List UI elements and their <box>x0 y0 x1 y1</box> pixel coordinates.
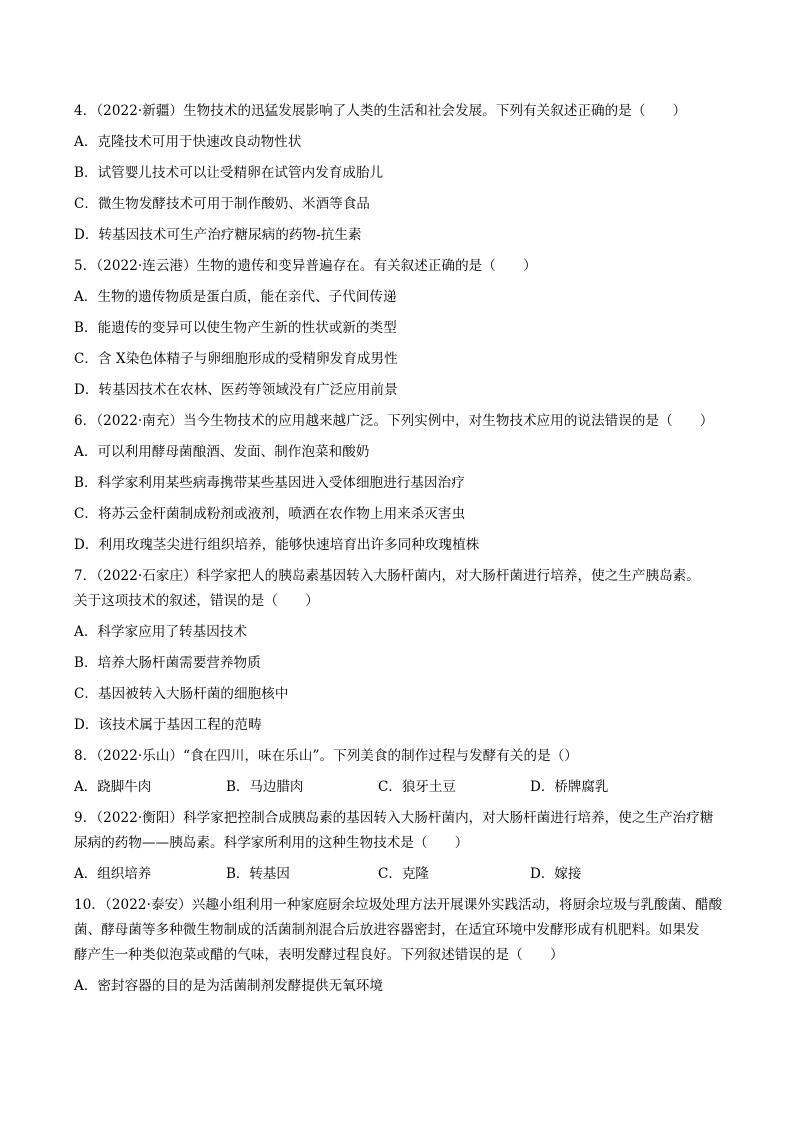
question-8-stem: 8．（2022·乐山）“食在四川，味在乐山”。下列美食的制作过程与发酵有关的是（） <box>74 748 578 764</box>
question-4-option-b: B．试管婴儿技术可以让受精卵在试管内发育成胎儿 <box>74 165 384 181</box>
question-8-option-b: B．马边腊肉 <box>226 779 304 795</box>
question-9-option-d: D．嫁接 <box>530 866 582 882</box>
question-5-stem: 5．（2022·连云港）生物的遗传和变异普遍存在。有关叙述正确的是（ ） <box>74 258 537 274</box>
question-6-option-c: C．将苏云金杆菌制成粉剂或液剂，喷洒在农作物上用来杀灭害虫 <box>74 506 466 522</box>
question-10-stem-line-2: 菌、酵母菌等多种微生物制成的活菌制剂混合后放进容器密封，在适宜环境中发酵形成有机肥料。如果发 <box>74 922 700 938</box>
question-10-stem-line-1: 10．（2022·泰安）兴趣小组利用一种家庭厨余垃圾处理方法开展课外实践活动，将厨余垃圾与乳酸菌、醋酸 <box>74 897 723 913</box>
question-9 <box>74 808 724 884</box>
question-9-option-a: A．组织培养 <box>74 866 152 882</box>
question-6-stem: 6．（2022·南充）当今生物技术的应用越来越广泛。下列实例中，对生物技术应用的说法错误的是（ ） <box>74 413 714 429</box>
question-6-option-b: B．科学家利用某些病毒携带某些基因进入受体细胞进行基因治疗 <box>74 475 465 491</box>
question-9-option-b: B．转基因 <box>226 866 290 882</box>
question-6-option-a: A．可以利用酵母菌酿酒、发面、制作泡菜和酸奶 <box>74 444 370 460</box>
question-6 <box>74 411 724 555</box>
question-8-option-d: D．桥牌腐乳 <box>530 779 609 795</box>
question-9-options <box>74 864 724 884</box>
question-10-stem-line-3: 酵产生一种类似泡菜或醋的气味，表明发酵过程良好。下列叙述错误的是（ ） <box>74 947 564 963</box>
question-5-option-b: B．能遗传的变异可以使生物产生新的性状或新的类型 <box>74 320 397 336</box>
question-4-option-c: C．微生物发酵技术可用于制作酸奶、米酒等食品 <box>74 196 371 212</box>
question-7 <box>74 566 724 735</box>
question-4 <box>74 101 724 245</box>
question-7-option-c: C．基因被转入大肠杆菌的细胞核中 <box>74 686 289 702</box>
question-10 <box>74 895 724 996</box>
question-9-option-c: C．克隆 <box>378 866 429 882</box>
question-10-option-a: A．密封容器的目的是为活菌制剂发酵提供无氧环境 <box>74 978 384 994</box>
question-4-stem: 4．（2022·新疆）生物技术的迅猛发展影响了人类的生活和社会发展。下列有关叙述正确的是（ ） <box>74 103 687 119</box>
question-4-option-d: D．转基因技术可生产治疗糖尿病的药物-抗生素 <box>74 227 362 243</box>
question-9-stem-line-2: 尿病的药物——胰岛素。科学家所利用的这种生物技术是（ ） <box>74 835 469 851</box>
question-5-option-a: A．生物的遗传物质是蛋白质，能在亲代、子代间传递 <box>74 289 397 305</box>
question-8-option-a: A．跷脚牛肉 <box>74 779 152 795</box>
question-8-option-c: C．狼牙土豆 <box>378 779 456 795</box>
question-9-stem-line-1: 9．（2022·衡阳）科学家把控制合成胰岛素的基因转入大肠杆菌内，对大肠杆菌进行培养，使之生产治疗糖 <box>74 810 714 826</box>
question-7-stem-line-1: 7．（2022·石家庄）科学家把人的胰岛素基因转入大肠杆菌内，对大肠杆菌进行培养，使之生产胰岛素。 <box>74 568 700 584</box>
question-8 <box>74 746 724 797</box>
question-8-options <box>74 777 724 797</box>
question-5-option-d: D．转基因技术在农林、医药等领域没有广泛应用前景 <box>74 382 398 398</box>
question-5-option-c: C．含 X染色体精子与卵细胞形成的受精卵发育成男性 <box>74 351 398 367</box>
question-7-stem-line-2: 关于这项技术的叙述，错误的是（ ） <box>74 593 319 609</box>
question-list <box>74 101 724 1007</box>
question-7-option-d: D．该技术属于基因工程的范畴 <box>74 717 262 733</box>
question-7-option-b: B．培养大肠杆菌需要营养物质 <box>74 655 261 671</box>
question-5 <box>74 256 724 400</box>
question-7-option-a: A．科学家应用了转基因技术 <box>74 624 248 640</box>
question-4-option-a: A．克隆技术可用于快速改良动物性状 <box>74 134 302 150</box>
question-6-option-d: D．利用玫瑰茎尖进行组织培养，能够快速培育出许多同种玫瑰植株 <box>74 537 480 553</box>
